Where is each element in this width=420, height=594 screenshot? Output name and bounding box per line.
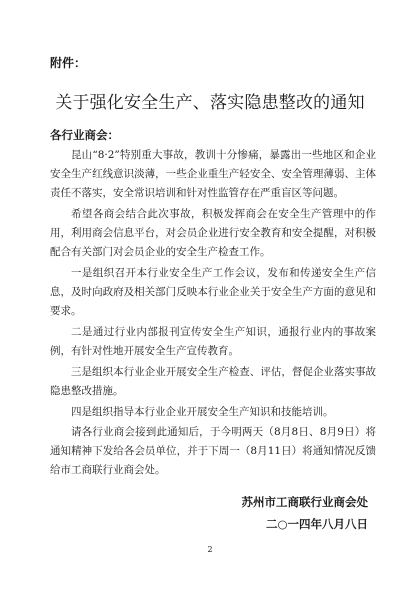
paragraph-incident: 昆山“8·2”特别重大事故，教训十分惨痛，暴露出一些地区和企业安全生产红线意识淡薄，一些企业重生产轻安全、安全管理薄弱、主体责任不落实，安全常识培训和针对性监管存在严重盲区等问题。 [50, 149, 376, 199]
page-number: 2 [207, 545, 213, 554]
attachment-label: 附件： [50, 56, 87, 70]
salutation: 各行业商会： [50, 128, 119, 142]
signature-date: 二○一四年八月八日 [265, 517, 368, 531]
paragraph-item-2: 二是通过行业内部报刊宣传安全生产知识，通报行业内的事故案例，有针对性地开展安全生产宣传教育。 [50, 326, 376, 357]
signature-organization: 苏州市工商联行业商会处 [241, 495, 368, 509]
paragraph-item-1: 一是组织召开本行业安全生产工作会议，发布和传递安全生产信息，及时向政府及相关部门反映本行业企业关于安全生产方面的意见和要求。 [50, 267, 376, 317]
paragraph-request: 希望各商会结合此次事故，积极发挥商会在安全生产管理中的作用，利用商会信息平台，对会员企业进行安全教育和安全提醒，对积极配合有关部门对会员企业的安全生产检查工作。 [50, 208, 376, 258]
paragraph-deadline: 请各行业商会接到此通知后，于今明两天（8月8日、8月9日）将通知精神下发给各会员单位，并于下周一（8月11日）将通知情况反馈给市工商联行业商会处。 [50, 426, 376, 476]
document-title: 关于强化安全生产、落实隐患整改的通知 [55, 93, 365, 113]
paragraph-item-3: 三是组织本行业企业开展安全生产检查、评估，督促企业落实事故隐患整改措施。 [50, 366, 376, 397]
paragraph-item-4: 四是组织指导本行业企业开展安全生产知识和技能培训。 [71, 406, 334, 418]
